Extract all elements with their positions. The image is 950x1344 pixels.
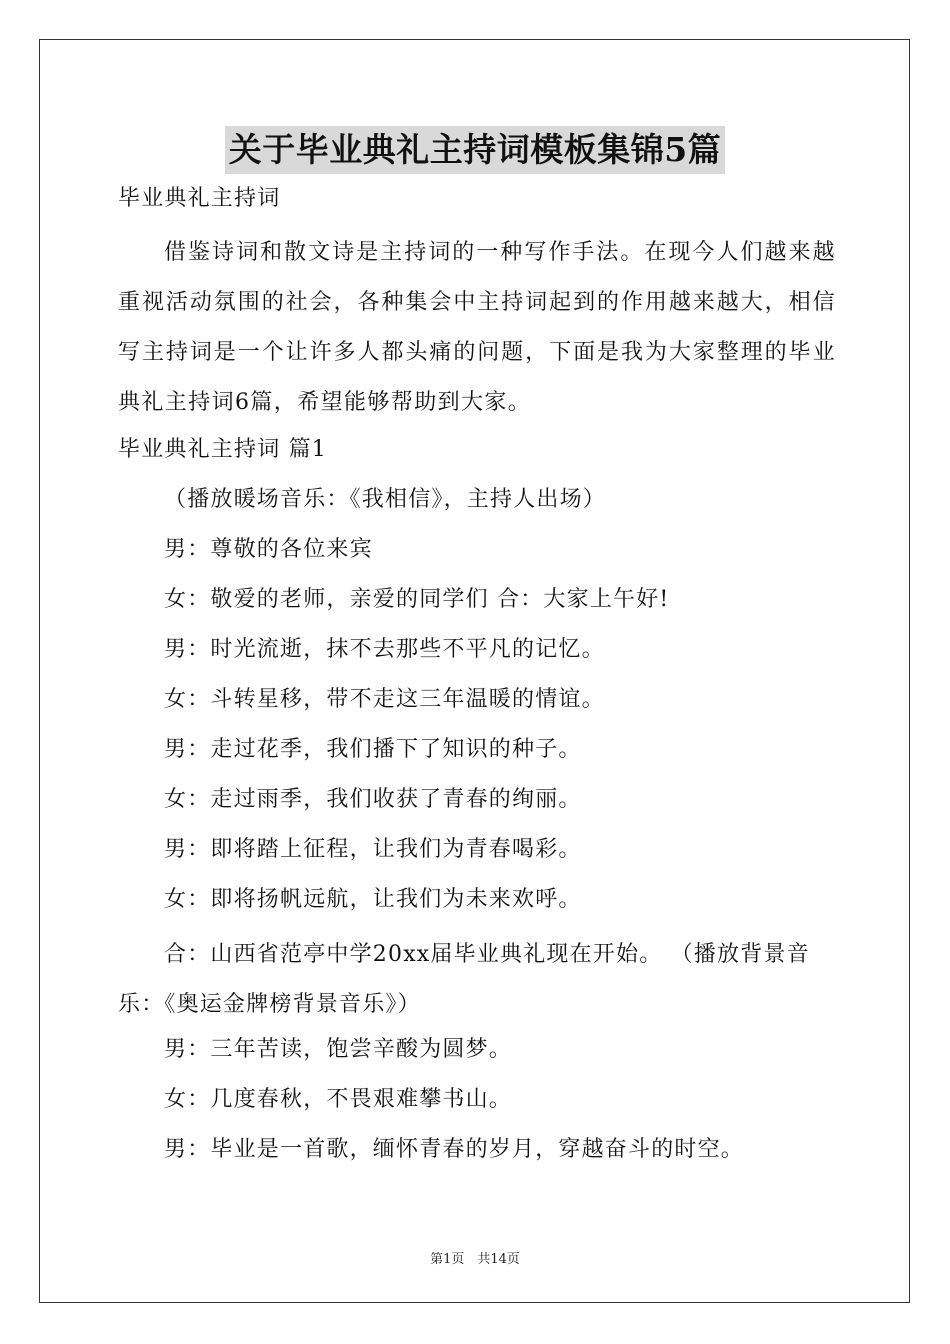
script-paragraph: 合：山西省范亭中学20xx届毕业典礼现在开始。 （播放背景音乐：《奥运金牌榜背景音乐》） xyxy=(118,942,810,1017)
script-line: 男：毕业是一首歌，缅怀青春的岁月，穿越奋斗的时空。 xyxy=(164,1137,745,1162)
script-line: 男：时光流逝，抹不去那些不平凡的记忆。 xyxy=(164,637,605,662)
document-body xyxy=(118,430,838,1180)
script-line: 男：三年苦读，饱尝辛酸为圆梦。 xyxy=(164,1037,513,1062)
script-line: 女：走过雨季，我们收获了青春的绚丽。 xyxy=(164,787,582,812)
document-body-top xyxy=(118,179,838,229)
script-line: 男：走过花季，我们播下了知识的种子。 xyxy=(164,737,582,762)
page-footer: 第1页 共14页 xyxy=(430,1252,520,1267)
script-line: 女：敬爱的老师，亲爱的同学们 合：大家上午好! xyxy=(164,587,670,612)
document-title: 关于毕业典礼主持词模板集锦5篇 xyxy=(225,126,725,174)
section-heading: 毕业典礼主持词 xyxy=(118,186,281,211)
script-line: （播放暖场音乐：《我相信》，主持人出场） xyxy=(164,487,607,512)
intro-paragraph: 借鉴诗词和散文诗是主持词的一种写作手法。在现今人们越来越重视活动氛围的社会，各种集会中主持词起到的作用越来越大，相信写主持词是一个让许多人都头痛的问题，下面是我为大家整理的毕业典礼主持词6篇，希望能够帮助到大家。 xyxy=(118,240,836,415)
script-line: 女：斗转星移，带不走这三年温暖的情谊。 xyxy=(164,687,605,712)
script-line: 女：即将扬帆远航，让我们为未来欢呼。 xyxy=(164,887,582,912)
section-heading-2: 毕业典礼主持词 篇1 xyxy=(118,437,327,462)
script-line: 男：即将踏上征程，让我们为青春喝彩。 xyxy=(164,837,582,862)
document-title-wrap xyxy=(0,126,950,174)
script-line: 女：几度春秋，不畏艰难攀书山。 xyxy=(164,1087,513,1112)
script-line: 男：尊敬的各位来宾 xyxy=(164,537,373,562)
